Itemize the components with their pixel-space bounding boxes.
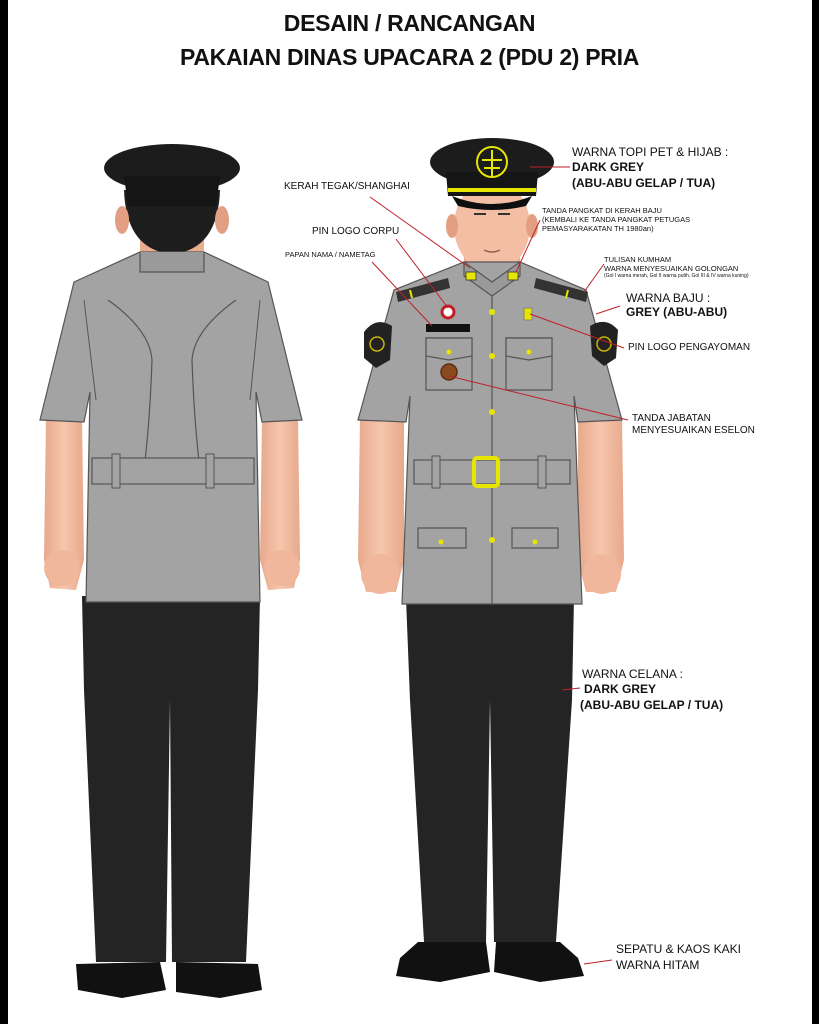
shirt-button: [489, 409, 495, 415]
right-lower-pocket: [418, 528, 466, 548]
label-pin-corpu: PIN LOGO CORPU: [312, 226, 400, 237]
title-line-2: PAKAIAN DINAS UPACARA 2 (PDU 2) PRIA: [179, 44, 640, 70]
pocket-button: [439, 540, 444, 545]
front-view-figure: [358, 138, 624, 982]
front-cap-cord: [448, 188, 536, 192]
front-left-hand: [583, 554, 621, 594]
label-pangkat-1: TANDA PANGKAT DI KERAH BAJU: [542, 206, 662, 215]
label-sepatu-2: WARNA HITAM: [616, 958, 700, 972]
label-pin-pengayoman: PIN LOGO PENGAYOMAN: [628, 342, 751, 353]
label-papan-nama: PAPAN NAMA / NAMETAG: [285, 250, 376, 259]
label-pangkat-2: (KEMBALI KE TANDA PANGKAT PETUGAS: [542, 215, 691, 224]
label-celana-color: DARK GREY: [584, 682, 657, 696]
back-left-hand: [44, 550, 80, 586]
label-celana-title: WARNA CELANA :: [582, 667, 683, 681]
left-pocket-flap: [506, 338, 552, 360]
pengayoman-emblem-icon: [364, 322, 392, 368]
collar-rank-left: [466, 272, 476, 280]
back-right-shoe: [176, 962, 262, 998]
pocket-button: [447, 350, 452, 355]
front-trousers: [406, 598, 574, 942]
back-cap-band: [124, 176, 220, 206]
label-kerah: KERAH TEGAK/SHANGHAI: [284, 181, 410, 192]
label-baju-title: WARNA BAJU :: [626, 291, 711, 305]
right-pocket-flap: [426, 338, 472, 360]
label-jabatan-2: MENYESUAIKAN ESELON: [632, 425, 755, 436]
label-topi-color-id: (ABU-ABU GELAP / TUA): [572, 176, 716, 190]
back-belt-loop-left: [112, 454, 120, 488]
label-kumham-1: TULISAN KUMHAM: [604, 255, 672, 264]
front-right-shoe: [396, 942, 490, 982]
left-lower-pocket: [512, 528, 558, 548]
back-right-ear: [215, 206, 229, 234]
back-right-hand: [264, 550, 300, 586]
label-topi-title: WARNA TOPI PET & HIJAB :: [572, 145, 729, 159]
back-trousers: [82, 596, 260, 962]
label-jabatan-1: TANDA JABATAN: [632, 413, 711, 424]
back-left-shoe: [76, 962, 166, 998]
shirt-button: [489, 309, 495, 315]
shirt-button: [489, 353, 495, 359]
front-left-ear: [526, 214, 538, 238]
pocket-button: [533, 540, 538, 545]
front-left-shoe: [494, 942, 584, 982]
label-sepatu-1: SEPATU & KAOS KAKI: [616, 942, 741, 956]
label-topi-color: DARK GREY: [572, 160, 645, 174]
back-left-ear: [115, 206, 129, 234]
pocket-button: [527, 350, 532, 355]
back-collar: [140, 252, 204, 272]
back-belt-loop-right: [206, 454, 214, 488]
nametag-bar: [426, 324, 470, 332]
front-right-hand: [361, 554, 399, 594]
label-kumham-2: WARNA MENYESUAIKAN GOLONGAN: [604, 264, 739, 273]
collar-rank-right: [508, 272, 518, 280]
shirt-button: [489, 537, 495, 543]
label-celana-color-id: (ABU-ABU GELAP / TUA): [580, 698, 724, 712]
back-view-figure: [40, 144, 302, 998]
front-belt-loop: [432, 456, 440, 488]
front-right-ear: [446, 214, 458, 238]
front-belt-loop: [538, 456, 546, 488]
title-line-1: DESAIN / RANCANGAN: [283, 10, 536, 36]
label-baju-color: GREY (ABU-ABU): [626, 305, 728, 319]
label-kumham-3: (Gol I warna merah, Gol II warna putih, Gol III & IV warna kuning): [604, 273, 749, 279]
label-pangkat-3: PEMASYARAKATAN TH 1980an): [542, 224, 654, 233]
